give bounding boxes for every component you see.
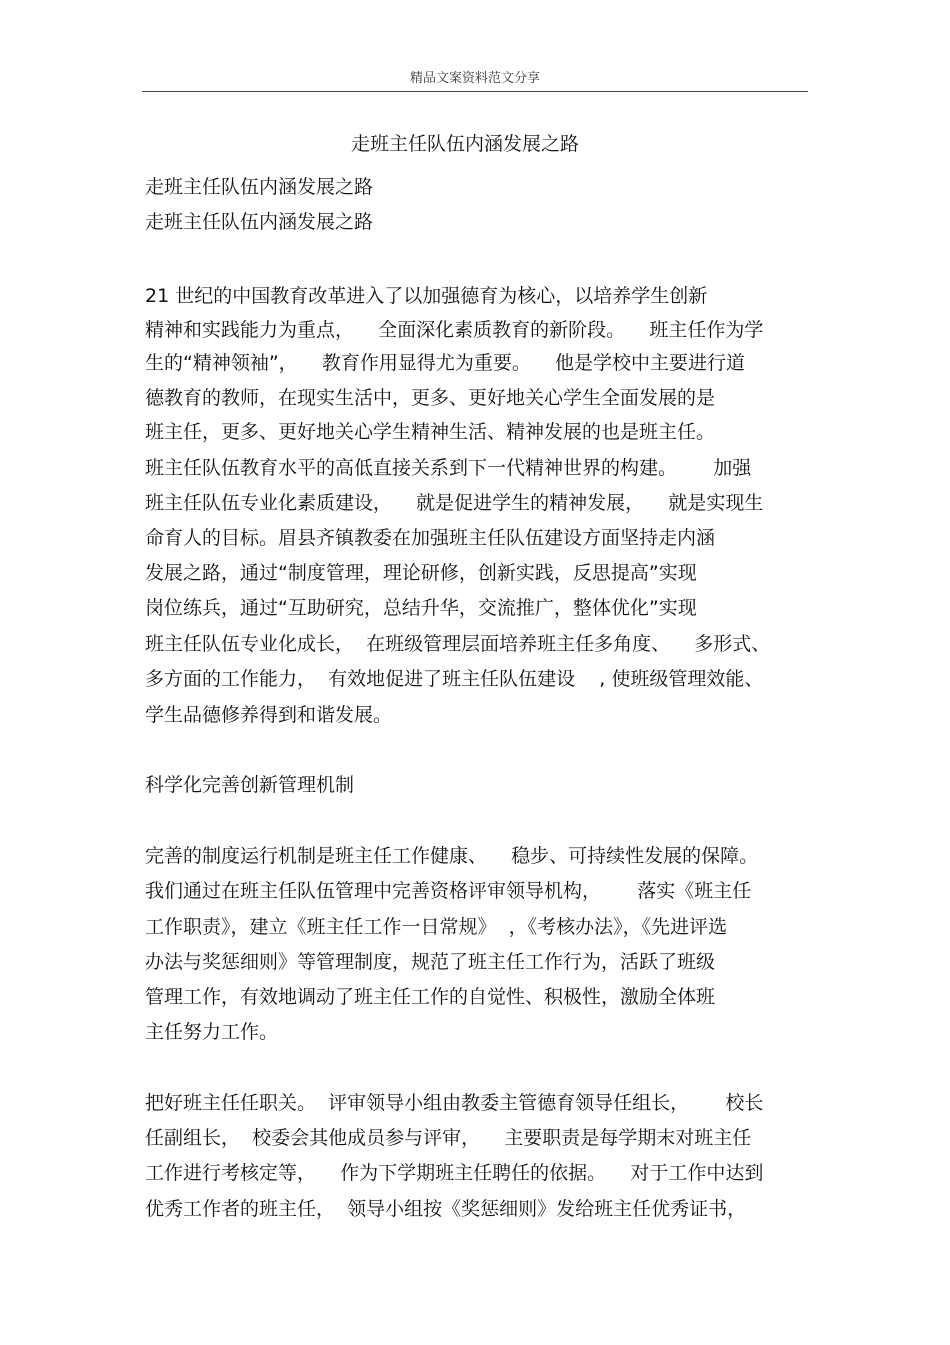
paragraph-line: 把好班主任任职关。 评审领导小组由教委主管德育领导任组长， 校长 bbox=[145, 1092, 764, 1114]
paragraph-line: 班主任队伍教育水平的高低直接关系到下一代精神世界的构建。 加强 bbox=[145, 457, 752, 479]
paragraph-line: 班主任队伍专业化素质建设， 就是促进学生的精神发展， 就是实现生 bbox=[145, 492, 764, 514]
paragraph-line: 精神和实践能力为重点， 全面深化素质教育的新阶段。 班主任作为学 bbox=[145, 319, 764, 341]
document-title: 走班主任队伍内涵发展之路 bbox=[350, 133, 579, 155]
paragraph-line: 办法与奖惩细则》等管理制度，规范了班主任工作行为，活跃了班级 bbox=[145, 951, 716, 973]
paragraph-line: 班主任队伍专业化成长， 在班级管理层面培养班主任多角度、 多形式、 bbox=[145, 633, 771, 655]
paragraph-line: 命育人的目标。眉县齐镇教委在加强班主任队伍建设方面坚持走内涵 bbox=[145, 527, 716, 549]
subtitle-line: 走班主任队伍内涵发展之路 bbox=[145, 176, 374, 198]
paragraph-line: 学生品德修养得到和谐发展。 bbox=[145, 704, 393, 726]
paragraph-line: 主任努力工作。 bbox=[145, 1021, 279, 1043]
paragraph-line: 发展之路，通过“制度管理，理论研修，创新实践，反思提高”实现 bbox=[145, 562, 697, 584]
subtitle-line: 走班主任队伍内涵发展之路 bbox=[145, 211, 374, 233]
section-heading: 科学化完善创新管理机制 bbox=[145, 774, 355, 796]
paragraph-line: 优秀工作者的班主任， 领导小组按《奖惩细则》发给班主任优秀证书， bbox=[145, 1198, 747, 1220]
paragraph-line: 完善的制度运行机制是班主任工作健康、 稳步、可持续性发展的保障。 bbox=[145, 845, 759, 867]
paragraph-line: 工作进行考核定等， 作为下学期班主任聘任的依据。 对于工作中达到 bbox=[145, 1162, 764, 1184]
paragraph-line: 岗位练兵，通过“互助研究，总结升华，交流推广，整体优化”实现 bbox=[145, 597, 697, 619]
paragraph-line: 任副组长， 校委会其他成员参与评审， 主要职责是每学期末对班主任 bbox=[145, 1127, 752, 1149]
paragraph-line: 生的“精神领袖”， 教育作用显得尤为重要。 他是学校中主要进行道 bbox=[145, 352, 746, 374]
header-divider bbox=[142, 91, 808, 92]
paragraph-line: 多方面的工作能力， 有效地促进了班主任队伍建设 , 使班级管理效能、 bbox=[145, 668, 764, 690]
paragraph-line: 管理工作，有效地调动了班主任工作的自觉性、积极性，激励全体班 bbox=[145, 986, 716, 1008]
paragraph-line: 班主任，更多、更好地关心学生精神生活、精神发展的也是班主任。 bbox=[145, 421, 716, 443]
paragraph-line: 我们通过在班主任队伍管理中完善资格评审领导机构， 落实《班主任 bbox=[145, 880, 752, 902]
paragraph-line: 德教育的教师，在现实生活中，更多、更好地关心学生全面发展的是 bbox=[145, 387, 716, 409]
paragraph-line: 工作职责》，建立《班主任工作一日常规》 ，《考核办法》，《先进评选 bbox=[145, 916, 728, 938]
page-header: 精品文案资料范文分享 bbox=[409, 71, 540, 86]
paragraph-line: 21 世纪的中国教育改革进入了以加强德育为核心，以培养学生创新 bbox=[145, 285, 708, 307]
